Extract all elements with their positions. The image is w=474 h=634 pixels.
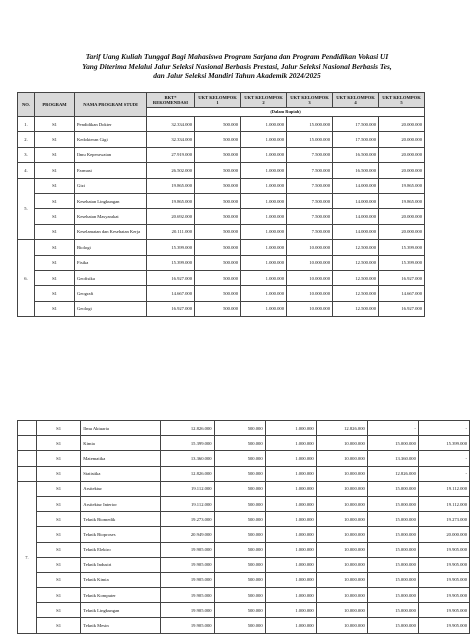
table-row xyxy=(18,572,470,587)
table-row xyxy=(18,542,470,557)
cell-no xyxy=(18,436,37,451)
cell-bkt: 20.692.000 xyxy=(147,209,195,224)
cell-kelompok-3: 7.500.000 xyxy=(287,193,333,208)
cell-kelompok-3: 10.000.000 xyxy=(287,240,333,255)
cell-nama-program-studi: Teknik Mesin xyxy=(81,618,161,633)
cell-kelompok-5: 16.927.000 xyxy=(379,270,425,285)
cell-kelompok-1: 500.000 xyxy=(195,255,241,270)
cell-kelompok-3: 10.000.000 xyxy=(287,255,333,270)
cell-kelompok-2: 1.000.000 xyxy=(265,481,316,496)
cell-kelompok-5: 19.112.000 xyxy=(418,496,469,511)
cell-kelompok-4: 16.500.000 xyxy=(333,147,379,162)
cell-kelompok-2: 1.000.000 xyxy=(241,209,287,224)
cell-nama-program-studi: Farmasi xyxy=(75,163,147,178)
cell-no: 7. xyxy=(18,481,37,633)
cell-kelompok-3: 10.000.000 xyxy=(316,588,367,603)
cell-kelompok-4: 12.826.000 xyxy=(367,466,418,481)
cell-nama-program-studi: Teknik Lingkungan xyxy=(81,603,161,618)
cell-kelompok-5: 19.905.000 xyxy=(418,572,469,587)
cell-kelompok-2: 1.000.000 xyxy=(241,255,287,270)
cell-kelompok-1: 500.000 xyxy=(195,117,241,132)
cell-kelompok-1: 500.000 xyxy=(195,147,241,162)
cell-kelompok-3: 10.000.000 xyxy=(316,481,367,496)
cell-program: S1 xyxy=(36,588,80,603)
cell-kelompok-3: 10.000.000 xyxy=(316,527,367,542)
cell-program: S1 xyxy=(35,132,75,147)
cell-nama-program-studi: Matematika xyxy=(81,451,161,466)
cell-kelompok-1: 500.000 xyxy=(195,224,241,239)
table-row xyxy=(18,512,470,527)
cell-kelompok-5: 19.905.000 xyxy=(418,588,469,603)
cell-program: S1 xyxy=(35,178,75,193)
header-nama-program-studi: NAMA PROGRAM STUDI xyxy=(75,93,147,117)
cell-bkt: 14.667.000 xyxy=(147,286,195,301)
header-kelompok-4: UKT KELOMPOK 4 xyxy=(333,93,379,108)
cell-kelompok-2: 1.000.000 xyxy=(265,588,316,603)
cell-kelompok-5: 20.000.000 xyxy=(379,163,425,178)
table-row xyxy=(18,588,470,603)
cell-kelompok-1: 500.000 xyxy=(195,163,241,178)
cell-kelompok-4: 15.000.000 xyxy=(367,527,418,542)
cell-no xyxy=(18,451,37,466)
cell-kelompok-1: 500.000 xyxy=(195,286,241,301)
cell-bkt: 15.399.000 xyxy=(147,255,195,270)
cell-kelompok-5: 19.865.000 xyxy=(379,178,425,193)
cell-kelompok-3: 10.000.000 xyxy=(316,603,367,618)
cell-bkt: 12.826.000 xyxy=(161,466,214,481)
cell-program: S1 xyxy=(36,512,80,527)
cell-kelompok-1: 500.000 xyxy=(214,572,265,587)
cell-kelompok-3: 10.000.000 xyxy=(316,542,367,557)
cell-nama-program-studi: Statistika xyxy=(81,466,161,481)
cell-no: 1. xyxy=(18,117,35,132)
cell-bkt: 32.334.000 xyxy=(147,117,195,132)
cell-kelompok-4: 12.500.000 xyxy=(333,240,379,255)
cell-program: S1 xyxy=(36,481,80,496)
cell-kelompok-3: 10.000.000 xyxy=(287,270,333,285)
cell-kelompok-4: 13.360.000 xyxy=(367,451,418,466)
cell-kelompok-1: 500.000 xyxy=(214,512,265,527)
cell-kelompok-5: 20.000.000 xyxy=(379,132,425,147)
cell-program: S1 xyxy=(36,603,80,618)
cell-kelompok-4: 15.000.000 xyxy=(367,588,418,603)
cell-kelompok-5: 15.399.000 xyxy=(418,436,469,451)
cell-kelompok-1: 500.000 xyxy=(214,542,265,557)
table-row xyxy=(18,163,471,178)
cell-program: S1 xyxy=(35,286,75,301)
cell-nama-program-studi: Arsitektur xyxy=(81,481,161,496)
cell-kelompok-1: 500.000 xyxy=(195,209,241,224)
cell-kelompok-5: 19.865.000 xyxy=(379,193,425,208)
header-row xyxy=(18,93,471,108)
cell-kelompok-1: 500.000 xyxy=(214,527,265,542)
cell-kelompok-4: - xyxy=(367,421,418,436)
cell-kelompok-2: 1.000.000 xyxy=(265,512,316,527)
cell-program: S1 xyxy=(36,527,80,542)
cell-program: S1 xyxy=(36,451,80,466)
cell-bkt: 19.865.000 xyxy=(147,193,195,208)
cell-kelompok-5: - xyxy=(418,451,469,466)
cell-kelompok-2: 1.000.000 xyxy=(265,618,316,633)
table-row xyxy=(18,178,471,193)
table-row xyxy=(18,117,471,132)
cell-kelompok-1: 500.000 xyxy=(195,132,241,147)
cell-bkt: 20.111.000 xyxy=(147,224,195,239)
cell-kelompok-3: 10.000.000 xyxy=(316,618,367,633)
cell-kelompok-5: 16.927.000 xyxy=(379,301,425,316)
table-row xyxy=(18,618,470,633)
cell-program: S1 xyxy=(36,557,80,572)
table-row xyxy=(18,240,471,255)
cell-kelompok-2: 1.000.000 xyxy=(241,163,287,178)
cell-kelompok-5: 20.000.000 xyxy=(379,209,425,224)
cell-program: S1 xyxy=(36,466,80,481)
cell-kelompok-2: 1.000.000 xyxy=(265,557,316,572)
cell-kelompok-4: 15.000.000 xyxy=(367,481,418,496)
cell-kelompok-5: 20.000.000 xyxy=(379,117,425,132)
cell-kelompok-3: 12.826.000 xyxy=(316,421,367,436)
cell-program: S1 xyxy=(36,496,80,511)
table-row xyxy=(18,224,471,239)
cell-no xyxy=(18,466,37,481)
cell-kelompok-2: 1.000.000 xyxy=(265,421,316,436)
cell-kelompok-1: 500.000 xyxy=(214,618,265,633)
cell-kelompok-5: 19.905.000 xyxy=(418,603,469,618)
table-row xyxy=(18,557,470,572)
cell-kelompok-4: 12.500.000 xyxy=(333,301,379,316)
cell-program: S1 xyxy=(35,147,75,162)
cell-program: S1 xyxy=(35,193,75,208)
cell-kelompok-2: 1.000.000 xyxy=(265,527,316,542)
cell-kelompok-3: 7.500.000 xyxy=(287,147,333,162)
header-kelompok-5: UKT KELOMPOK 5 xyxy=(379,93,425,108)
cell-kelompok-5: 19.273.000 xyxy=(418,512,469,527)
tuition-table-page-2 xyxy=(17,420,470,634)
cell-nama-program-studi: Biologi xyxy=(75,240,147,255)
unit-label: (Dalam Rupiah) xyxy=(147,108,425,117)
cell-kelompok-3: 10.000.000 xyxy=(316,572,367,587)
cell-kelompok-1: 500.000 xyxy=(214,557,265,572)
cell-kelompok-4: 15.000.000 xyxy=(367,436,418,451)
cell-bkt: 19.865.000 xyxy=(147,178,195,193)
cell-nama-program-studi: Teknik Industri xyxy=(81,557,161,572)
cell-kelompok-2: 1.000.000 xyxy=(265,603,316,618)
cell-nama-program-studi: Teknik Kimia xyxy=(81,572,161,587)
cell-kelompok-5: 15.399.000 xyxy=(379,255,425,270)
header-program: PROGRAM xyxy=(35,93,75,117)
cell-kelompok-4: 12.500.000 xyxy=(333,270,379,285)
cell-nama-program-studi: Ilmu Aktuaria xyxy=(81,421,161,436)
cell-kelompok-4: 15.000.000 xyxy=(367,512,418,527)
cell-nama-program-studi: Teknik Bioproses xyxy=(81,527,161,542)
table-row xyxy=(18,301,471,316)
cell-bkt: 15.399.000 xyxy=(161,436,214,451)
cell-bkt: 19.905.000 xyxy=(161,557,214,572)
cell-nama-program-studi: Teknik Biomedik xyxy=(81,512,161,527)
cell-kelompok-3: 7.500.000 xyxy=(287,209,333,224)
header-kelompok-2: UKT KELOMPOK 2 xyxy=(241,93,287,108)
table-row xyxy=(18,270,471,285)
cell-kelompok-2: 1.000.000 xyxy=(241,270,287,285)
cell-bkt: 19.905.000 xyxy=(161,618,214,633)
cell-nama-program-studi: Arsitektur Interior xyxy=(81,496,161,511)
cell-kelompok-4: 14.000.000 xyxy=(333,193,379,208)
page-gap xyxy=(0,330,474,410)
cell-program: S1 xyxy=(35,117,75,132)
table-row xyxy=(18,603,470,618)
cell-nama-program-studi: Geofisika xyxy=(75,270,147,285)
cell-kelompok-2: 1.000.000 xyxy=(265,542,316,557)
cell-program: S1 xyxy=(35,209,75,224)
cell-bkt: 19.905.000 xyxy=(161,542,214,557)
cell-nama-program-studi: Kedokteran Gigi xyxy=(75,132,147,147)
table-row xyxy=(18,147,471,162)
table-row xyxy=(18,193,471,208)
cell-kelompok-2: 1.000.000 xyxy=(241,147,287,162)
header-bkt: BKT* REKOMENDASI xyxy=(147,93,195,108)
cell-kelompok-4: 14.000.000 xyxy=(333,224,379,239)
cell-bkt: 26.502.000 xyxy=(147,163,195,178)
table-row xyxy=(18,451,470,466)
title-line-2: Yang Diterima Melalui Jalur Seleksi Nasional Berbasis Prestasi, Jalur Seleksi Nasional Berbasis Tes, xyxy=(82,61,392,71)
cell-no xyxy=(18,421,37,436)
cell-bkt: 12.826.000 xyxy=(161,421,214,436)
cell-kelompok-2: 1.000.000 xyxy=(265,436,316,451)
cell-kelompok-5: 15.399.000 xyxy=(379,240,425,255)
cell-kelompok-2: 1.000.000 xyxy=(241,240,287,255)
cell-nama-program-studi: Teknik Komputer xyxy=(81,588,161,603)
table-row xyxy=(18,421,470,436)
cell-kelompok-4: 17.500.000 xyxy=(333,132,379,147)
cell-bkt: 16.927.000 xyxy=(147,301,195,316)
cell-kelompok-3: 15.000.000 xyxy=(287,132,333,147)
cell-kelompok-3: 10.000.000 xyxy=(316,436,367,451)
cell-kelompok-1: 500.000 xyxy=(214,436,265,451)
table-row xyxy=(18,527,470,542)
document-title xyxy=(0,52,474,81)
cell-kelompok-5: 19.112.000 xyxy=(418,481,469,496)
cell-bkt: 19.273.000 xyxy=(161,512,214,527)
cell-program: S1 xyxy=(35,163,75,178)
cell-nama-program-studi: Pendidikan Dokter xyxy=(75,117,147,132)
cell-nama-program-studi: Kimia xyxy=(81,436,161,451)
cell-kelompok-1: 500.000 xyxy=(214,496,265,511)
cell-program: S1 xyxy=(35,255,75,270)
document-page-2 xyxy=(0,410,474,632)
cell-kelompok-1: 500.000 xyxy=(195,178,241,193)
cell-nama-program-studi: Kesehatan Lingkungan xyxy=(75,193,147,208)
cell-kelompok-4: 15.000.000 xyxy=(367,618,418,633)
cell-kelompok-3: 7.500.000 xyxy=(287,224,333,239)
cell-no: 4. xyxy=(18,163,35,178)
table-row xyxy=(18,466,470,481)
cell-bkt: 19.112.000 xyxy=(161,496,214,511)
cell-kelompok-1: 500.000 xyxy=(214,588,265,603)
cell-kelompok-4: 12.500.000 xyxy=(333,255,379,270)
cell-kelompok-5: 20.000.000 xyxy=(379,147,425,162)
cell-program: S1 xyxy=(35,301,75,316)
cell-nama-program-studi: Ilmu Keperawatan xyxy=(75,147,147,162)
cell-kelompok-2: 1.000.000 xyxy=(265,496,316,511)
cell-bkt: 19.112.000 xyxy=(161,481,214,496)
cell-program: S1 xyxy=(36,542,80,557)
cell-kelompok-2: 1.000.000 xyxy=(241,286,287,301)
cell-kelompok-3: 7.500.000 xyxy=(287,163,333,178)
cell-kelompok-4: 14.000.000 xyxy=(333,178,379,193)
title-line-1: Tarif Uang Kuliah Tunggal Bagi Mahasiswa Program Sarjana dan Program Pendidikan Vokasi UI xyxy=(85,52,389,61)
cell-no: 2. xyxy=(18,132,35,147)
cell-kelompok-2: 1.000.000 xyxy=(241,178,287,193)
cell-kelompok-3: 10.000.000 xyxy=(287,286,333,301)
cell-kelompok-1: 500.000 xyxy=(214,481,265,496)
header-kelompok-1: UKT KELOMPOK 1 xyxy=(195,93,241,108)
cell-kelompok-1: 500.000 xyxy=(195,270,241,285)
cell-nama-program-studi: Teknik Elektro xyxy=(81,542,161,557)
cell-kelompok-2: 1.000.000 xyxy=(265,466,316,481)
cell-bkt: 16.927.000 xyxy=(147,270,195,285)
cell-kelompok-2: 1.000.000 xyxy=(265,572,316,587)
cell-bkt: 19.905.000 xyxy=(161,603,214,618)
cell-nama-program-studi: Keselamatan dan Kesehatan Kerja xyxy=(75,224,147,239)
cell-kelompok-5: 14.667.000 xyxy=(379,286,425,301)
table-row xyxy=(18,481,470,496)
header-kelompok-3: UKT KELOMPOK 3 xyxy=(287,93,333,108)
cell-kelompok-4: 15.000.000 xyxy=(367,496,418,511)
cell-kelompok-4: 12.500.000 xyxy=(333,286,379,301)
cell-bkt: 32.334.000 xyxy=(147,132,195,147)
cell-kelompok-2: 1.000.000 xyxy=(241,301,287,316)
cell-kelompok-4: 15.000.000 xyxy=(367,542,418,557)
table-row xyxy=(18,255,471,270)
cell-kelompok-1: 500.000 xyxy=(214,421,265,436)
cell-kelompok-5: - xyxy=(418,466,469,481)
cell-program: S1 xyxy=(35,240,75,255)
cell-kelompok-4: 14.000.000 xyxy=(333,209,379,224)
cell-kelompok-1: 500.000 xyxy=(214,603,265,618)
cell-no: 3. xyxy=(18,147,35,162)
table-row xyxy=(18,209,471,224)
cell-kelompok-3: 10.000.000 xyxy=(287,301,333,316)
cell-kelompok-5: 19.905.000 xyxy=(418,618,469,633)
cell-kelompok-3: 10.000.000 xyxy=(316,557,367,572)
cell-kelompok-5: - xyxy=(418,421,469,436)
cell-bkt: 20.949.000 xyxy=(161,527,214,542)
table-row xyxy=(18,132,471,147)
cell-kelompok-1: 500.000 xyxy=(195,240,241,255)
cell-program: S1 xyxy=(35,270,75,285)
cell-program: S1 xyxy=(36,618,80,633)
tuition-table-page-1 xyxy=(17,92,471,317)
cell-bkt: 15.399.000 xyxy=(147,240,195,255)
cell-nama-program-studi: Geografi xyxy=(75,286,147,301)
cell-kelompok-4: 15.000.000 xyxy=(367,557,418,572)
cell-kelompok-2: 1.000.000 xyxy=(241,132,287,147)
cell-kelompok-3: 15.000.000 xyxy=(287,117,333,132)
cell-bkt: 27.919.000 xyxy=(147,147,195,162)
cell-kelompok-3: 10.000.000 xyxy=(316,496,367,511)
header-no: NO. xyxy=(18,93,35,117)
cell-kelompok-1: 500.000 xyxy=(195,193,241,208)
cell-nama-program-studi: Gizi xyxy=(75,178,147,193)
table-row xyxy=(18,496,470,511)
cell-program: S1 xyxy=(36,572,80,587)
cell-kelompok-4: 15.000.000 xyxy=(367,572,418,587)
cell-kelompok-4: 16.500.000 xyxy=(333,163,379,178)
cell-kelompok-5: 20.000.000 xyxy=(418,527,469,542)
table-row xyxy=(18,286,471,301)
cell-nama-program-studi: Geologi xyxy=(75,301,147,316)
cell-kelompok-2: 1.000.000 xyxy=(265,451,316,466)
cell-program: S1 xyxy=(36,436,80,451)
cell-kelompok-1: 500.000 xyxy=(214,466,265,481)
cell-program: S1 xyxy=(35,224,75,239)
cell-kelompok-2: 1.000.000 xyxy=(241,193,287,208)
cell-kelompok-3: 10.000.000 xyxy=(316,451,367,466)
cell-kelompok-3: 10.000.000 xyxy=(316,466,367,481)
cell-bkt: 13.360.000 xyxy=(161,451,214,466)
cell-kelompok-5: 19.905.000 xyxy=(418,557,469,572)
cell-kelompok-2: 1.000.000 xyxy=(241,224,287,239)
table-row xyxy=(18,436,470,451)
cell-kelompok-3: 7.500.000 xyxy=(287,178,333,193)
cell-nama-program-studi: Kesehatan Masyarakat xyxy=(75,209,147,224)
cell-kelompok-3: 10.000.000 xyxy=(316,512,367,527)
cell-kelompok-5: 19.905.000 xyxy=(418,542,469,557)
cell-kelompok-4: 17.500.000 xyxy=(333,117,379,132)
cell-kelompok-2: 1.000.000 xyxy=(241,117,287,132)
cell-kelompok-1: 500.000 xyxy=(214,451,265,466)
cell-no: 6. xyxy=(18,240,35,317)
cell-kelompok-5: 20.000.000 xyxy=(379,224,425,239)
cell-no: 5. xyxy=(18,178,35,240)
cell-bkt: 19.905.000 xyxy=(161,588,214,603)
cell-kelompok-1: 500.000 xyxy=(195,301,241,316)
cell-program: S1 xyxy=(36,421,80,436)
cell-bkt: 19.905.000 xyxy=(161,572,214,587)
cell-kelompok-4: 15.000.000 xyxy=(367,603,418,618)
title-line-3: dan Jalur Seleksi Mandiri Tahun Akademik 2024/2025 xyxy=(153,71,321,81)
cell-nama-program-studi: Fisika xyxy=(75,255,147,270)
